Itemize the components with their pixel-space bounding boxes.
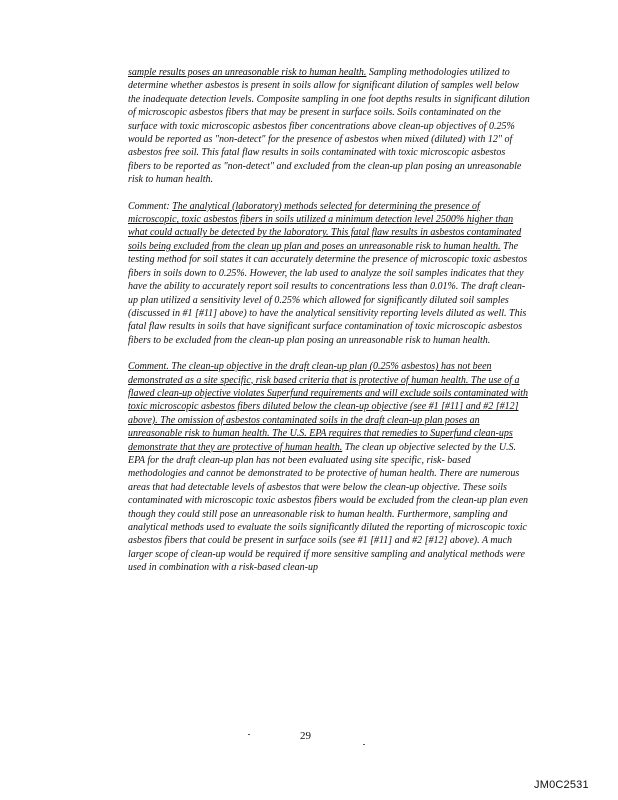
bates-number: JM0C2531 [534,779,589,791]
paragraph-2-segment-2: The analytical (laboratory) methods selected for determining the presence of microscopic, toxic asbestos fibers in soils utilized a minimum detection level 2500% higher than what could actually be detected by the laboratory. This fatal flaw results in asbestos contaminated soils being excluded from the clean up plan and poses an unreasonable risk to human health. [128,200,522,252]
paragraph-3-segment-1: Comment. The clean-up objective in the draft clean-up plan (0.25% asbestos) has not been demonstrated as a site specific, risk based criteria that is protective of human health. The use of a flawed clean-up objective violates Superfund requirements and will exclude soils contaminated with toxic microscopic asbestos fibers diluted below the clean-up objective (see #1 [#11] and #2 [#12] above). The omission of asbestos contaminated soils in the draft clean-up plan poses an unreasonable risk to human health. The U.S. EPA requires that remedies to Superfund clean-ups demonstrate that they are protective of human health. [128,361,529,453]
paragraph-1-segment-2: Sampling methodologies utilized to determine whether asbestos is present in soils allow for significant dilution of samples well below the inadequate detection levels. Composite sampling in one foot depths results in significant dilution of microscopic asbestos fibers that may be present in surface soils. Soils contaminated on the surface with toxic microscopic asbestos fiber concentrations above clean-up objectives of 0.25% would be reported as "non-detect" for the presence of asbestos when mixed (diluted) with 12" of asbestos free soil. This fatal flaw results in soils contaminated with toxic microscopic asbestos fibers to be reported as "non-detect" and excluded from the clean-up plan posing an unreasonable risk to human health. [128,67,530,186]
paragraph-2-segment-3: The testing method for soil states it can accurately determine the presence of microscopic toxic asbestos fibers in soils down to 0.25%. However, the lab used to analyze the soil samples indicates that they have the ability to accurately report soil results to concentrations less than 0.01%. The draft clean-up plan utilized a sensitivity level of 0.25% which allowed for significantly diluted soil samples (discussed in #1 [#11] above) to have the analytical sensitivity reporting levels diluted as well. This fatal flaw results in soils that have significant surface contamination of toxic microscopic asbestos fibers to be excluded from the clean-up plan posing an unreasonable risk to human health. [128,240,528,346]
paragraph-2 [128,200,530,347]
paragraph-3-segment-2: The clean up objective selected by the U.S. EPA for the draft clean-up plan has not been evaluated using site specific, risk- based methodologies and cannot be demonstrated to be protective of human health. There are numerous areas that had detectable levels of asbestos that were below the clean-up objective. These soils contaminated with microscopic toxic asbestos fibers would be excluded from the clean-up plan even though they could still pose an unreasonable risk to human health. Furthermore, sampling and analytical methods used to evaluate the soils significantly diluted the reporting of microscopic toxic asbestos fibers that could be present in surface soils (see #1 [#11] and #2 [#12] above). A much larger scope of clean-up would be required if more sensitive sampling and analytical methods were used in combination with a risk-based clean-up [128,441,529,574]
page-number: 29 [300,730,311,742]
scan-speck [248,734,250,735]
paragraph-1 [128,66,530,187]
paragraph-3 [128,360,530,575]
scan-speck [363,744,365,745]
paragraph-1-segment-1: sample results poses an unreasonable risk to human health. [128,67,367,78]
paragraph-2-segment-1: Comment: [128,200,173,212]
body-text [128,66,530,588]
